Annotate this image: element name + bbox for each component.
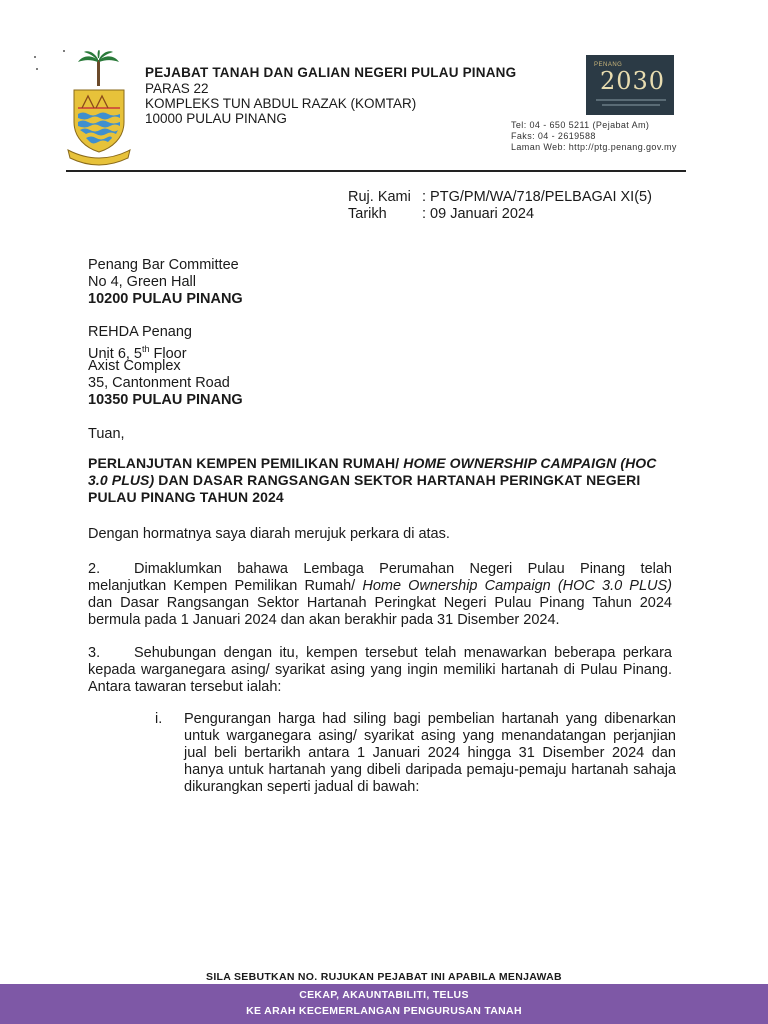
recipient-line: 35, Cantonment Road <box>88 375 230 391</box>
scan-mark <box>34 56 36 58</box>
date <box>348 206 534 222</box>
footer-note: SILA SEBUTKAN NO. RUJUKAN PEJABAT INI APABILA MENJAWAB <box>206 971 562 983</box>
footer-motto: KE ARAH KECEMERLANGAN PENGURUSAN TANAH <box>246 1005 522 1017</box>
recipient-line: Unit 6, 5th Floor <box>88 344 187 362</box>
penang-2030-logo <box>586 55 674 115</box>
reference-number <box>348 189 652 205</box>
fax: Faks: 04 - 2619588 <box>511 131 596 141</box>
website: Laman Web: http://ptg.penang.gov.my <box>511 142 677 152</box>
address-line: 10000 PULAU PINANG <box>145 111 287 126</box>
address-line: PARAS 22 <box>145 81 209 96</box>
list-item-text: Pengurangan harga had siling bagi pembelian hartanah yang dibenarkan untuk warganegara asing/ syarikat asing yang menandatangan perjanjian jual beli bertarikh antara 1 Januari 2024 hingga 31 Disember 2024 dan hanya untuk hartanah yang dibeli daripada pemaju-pemaju hartanah sahaja dikurangkan seperti jadual di bawah: <box>184 711 676 795</box>
header-divider <box>66 170 686 172</box>
reference-value: : PTG/PM/WA/718/PELBAGAI XI(5) <box>422 189 652 205</box>
recipient-postcode: 10350 PULAU PINANG <box>88 392 243 408</box>
footer-motto: CEKAP, AKAUNTABILITI, TELUS <box>299 989 469 1001</box>
scan-mark <box>63 50 65 52</box>
recipient-postcode: 10200 PULAU PINANG <box>88 291 243 307</box>
penang-crest-icon <box>66 50 132 166</box>
letter-subject: PERLANJUTAN KEMPEN PEMILIKAN RUMAH/ HOME OWNERSHIP CAMPAIGN (HOC 3.0 PLUS) DAN DASAR RANGSANGAN SEKTOR HARTANAH PERINGKAT NEGERI PULAU PINANG TAHUN 2024 <box>88 455 657 505</box>
intro-paragraph: Dengan hormatnya saya diarah merujuk perkara di atas. <box>88 526 450 542</box>
organization-name: PEJABAT TANAH DAN GALIAN NEGERI PULAU PINANG <box>145 65 517 80</box>
date-value: : 09 Januari 2024 <box>422 206 535 222</box>
recipient-line: Penang Bar Committee <box>88 257 239 273</box>
paragraph-3: 3. Sehubungan dengan itu, kempen tersebut telah menawarkan beberapa perkara kepada warganegara asing/ syarikat asing yang ingin memiliki hartanah di Pulau Pinang. Antara tawaran tersebut ialah: <box>88 645 672 695</box>
address-line: KOMPLEKS TUN ABDUL RAZAK (KOMTAR) <box>145 96 417 111</box>
logo-caption: PENANG <box>594 62 623 68</box>
list-marker: i. <box>155 711 163 727</box>
paragraph-2: 2. Dimaklumkan bahawa Lembaga Perumahan Negeri Pulau Pinang telah melanjutkan Kempen Pemilikan Rumah/ Home Ownership Campaign (HOC 3.0 PLUS) dan Dasar Rangsangan Sektor Hartanah Peringkat Negeri Pulau Pinang Tahun 2024 bermula pada 1 Januari 2024 dan akan berakhir pada 31 Disember 2024. <box>88 561 673 628</box>
recipient-line: Axist Complex <box>88 358 181 374</box>
scan-mark <box>36 68 38 70</box>
date-label: Tarikh <box>348 206 387 222</box>
reference-label: Ruj. Kami <box>348 189 411 205</box>
list-item <box>155 711 675 821</box>
telephone: Tel: 04 - 650 5211 (Pejabat Am) <box>511 120 650 130</box>
recipient-line: REHDA Penang <box>88 324 192 340</box>
salutation: Tuan, <box>88 426 125 442</box>
logo-number: 2030 <box>600 67 666 95</box>
recipient-line: No 4, Green Hall <box>88 274 196 290</box>
